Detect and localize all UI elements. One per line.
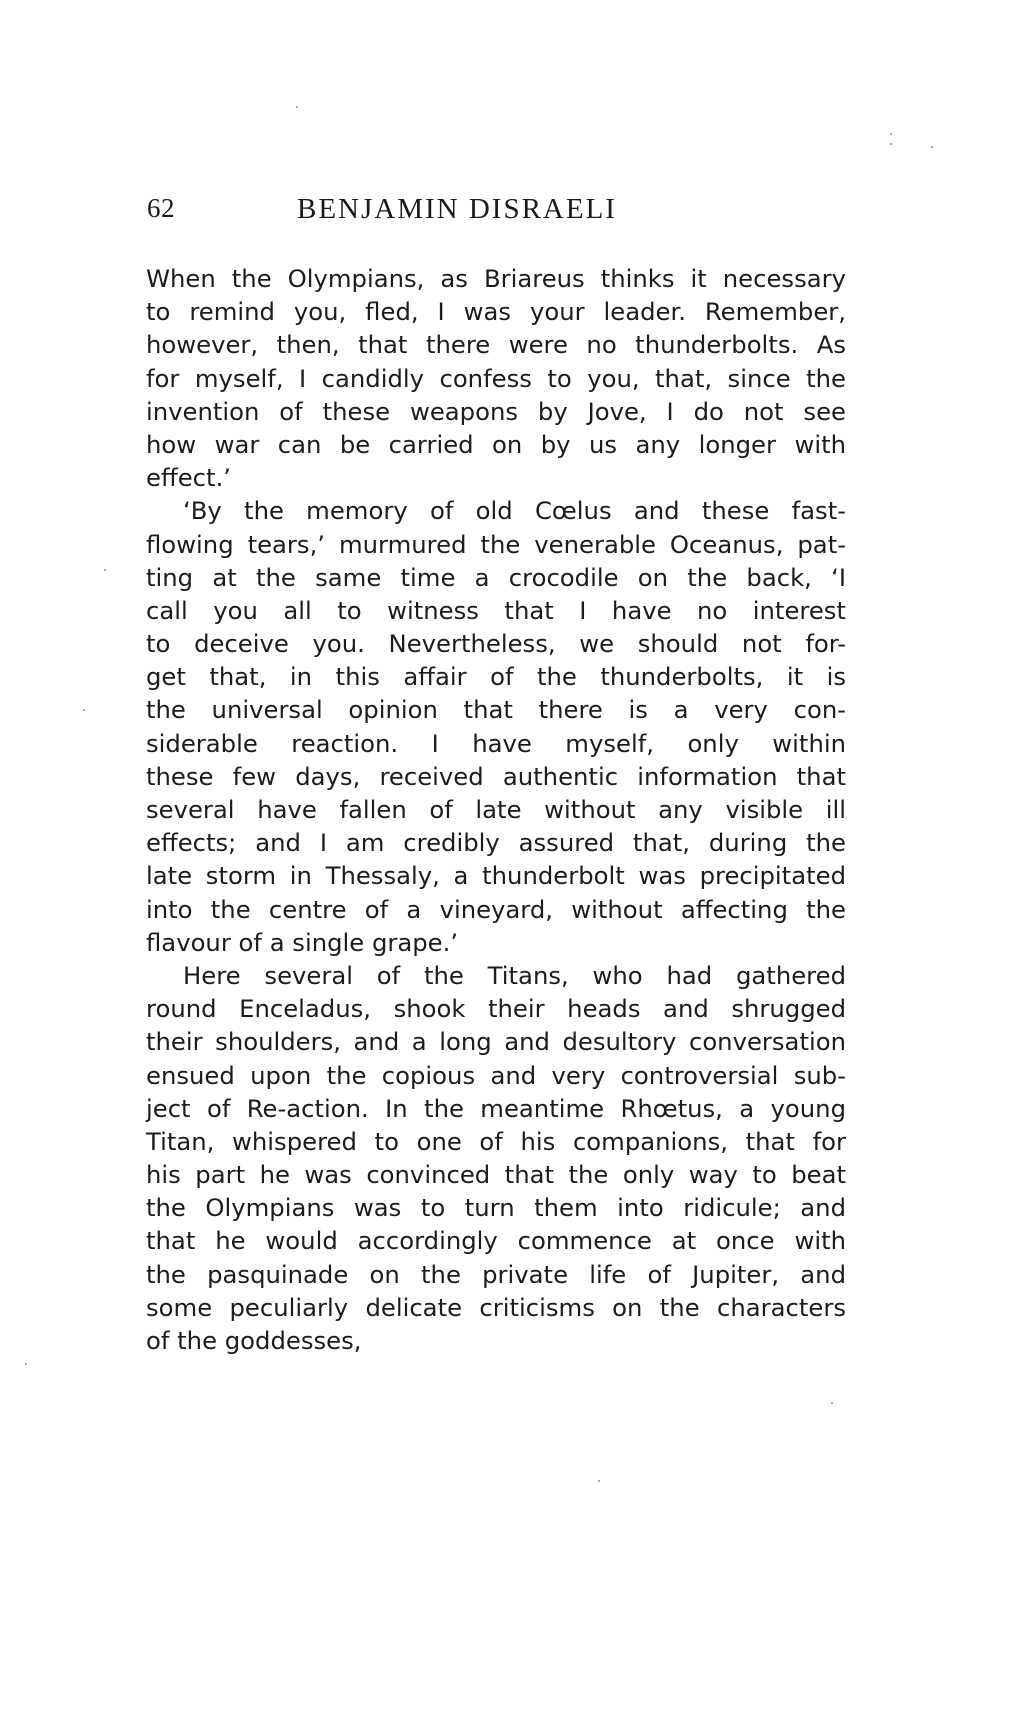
- text-line: Titan, whispered to one of his companions, that for: [146, 1126, 846, 1156]
- text-line: call you all to witness that I have no interest: [146, 595, 846, 625]
- scan-speck: [104, 569, 106, 571]
- scan-speck: [831, 1402, 833, 1404]
- text-line: get that, in this affair of the thunderbolts, it is: [146, 662, 846, 692]
- text-line: flowing tears,’ murmured the venerable Oceanus, pat-: [146, 529, 846, 559]
- paragraph-3: [146, 959, 846, 1357]
- text-line: the pasquinade on the private life of Jupiter, and: [146, 1259, 846, 1289]
- text-line: When the Olympians, as Briareus thinks it necessary: [146, 264, 846, 293]
- text-line: how war can be carried on by us any longer with: [146, 429, 846, 459]
- text-line: the Olympians was to turn them into ridicule; and: [146, 1193, 846, 1223]
- text-line: Here several of the Titans, who had gathered: [183, 960, 846, 990]
- page-number: 62: [147, 193, 175, 223]
- text-line: these few days, received authentic information that: [146, 761, 846, 791]
- text-line: invention of these weapons by Jove, I do not see: [146, 396, 846, 426]
- scan-speck: [598, 1480, 600, 1482]
- scan-speck: [890, 143, 892, 145]
- text-line: flavour of a single grape.’: [146, 927, 459, 957]
- text-line: to deceive you. Nevertheless, we should not for-: [146, 629, 846, 659]
- body-text: [146, 262, 846, 1357]
- text-line: some peculiarly delicate criticisms on the characters: [146, 1292, 846, 1322]
- running-head: BENJAMIN DISRAELI: [297, 193, 617, 225]
- text-line: ensued upon the copious and very controversial sub-: [146, 1060, 846, 1090]
- page-header: [147, 193, 847, 233]
- text-line: siderable reaction. I have myself, only within: [146, 728, 846, 758]
- text-line: his part he was convinced that the only way to beat: [146, 1160, 846, 1190]
- text-line: ject of Re-action. In the meantime Rhœtus, a young: [146, 1093, 846, 1123]
- text-line: their shoulders, and a long and desultory conversation: [146, 1027, 846, 1057]
- text-line: round Enceladus, shook their heads and shrugged: [146, 994, 846, 1024]
- text-line: however, then, that there were no thunderbolts. As: [146, 330, 846, 360]
- text-line: late storm in Thessaly, a thunderbolt was precipitated: [146, 861, 846, 891]
- text-line: that he would accordingly commence at once with: [146, 1226, 846, 1256]
- text-line: into the centre of a vineyard, without affecting the: [146, 894, 846, 924]
- text-line: the universal opinion that there is a very con-: [146, 695, 846, 725]
- text-line: ting at the same time a crocodile on the back, ‘I: [146, 562, 846, 592]
- text-line: effect.’: [146, 463, 231, 493]
- scan-speck: [25, 1363, 27, 1365]
- text-line: effects; and I am credibly assured that, during the: [146, 828, 846, 858]
- paragraph-2: [146, 494, 846, 959]
- scan-speck: [890, 133, 892, 135]
- text-line: to remind you, fled, I was your leader. Remember,: [146, 297, 846, 327]
- text-line: several have fallen of late without any visible ill: [146, 795, 846, 824]
- scan-speck: [296, 106, 298, 108]
- scan-speck: [931, 146, 933, 148]
- text-line: for myself, I candidly confess to you, that, since the: [146, 363, 846, 393]
- text-line: ‘By the memory of old Cœlus and these fast-: [183, 496, 846, 526]
- scan-speck: [83, 709, 85, 711]
- text-line: of the goddesses,: [146, 1326, 362, 1355]
- paragraph-1: [146, 262, 846, 494]
